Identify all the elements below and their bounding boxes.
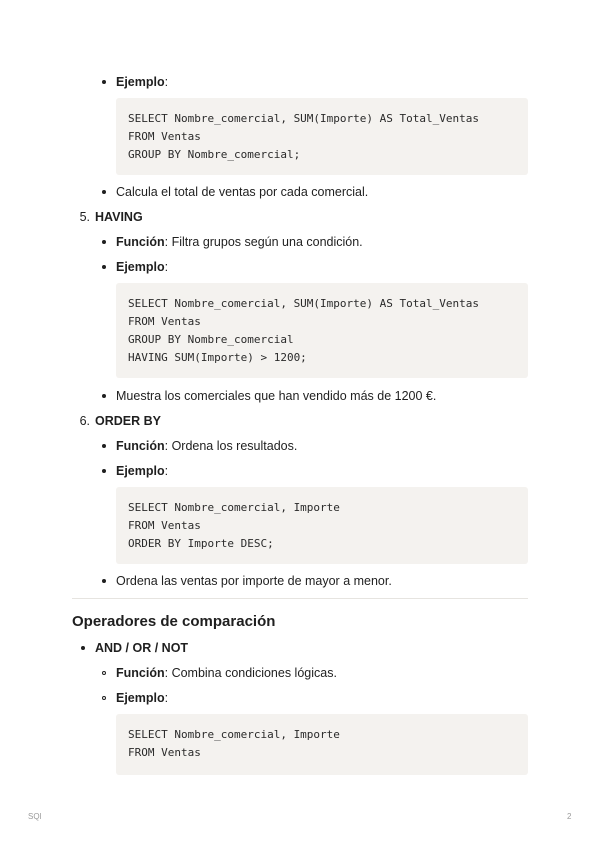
ejemplo-label: Ejemplo	[116, 260, 165, 274]
note-text: Ordena las ventas por importe de mayor a menor.	[116, 574, 392, 588]
divider	[72, 598, 528, 599]
colon: :	[164, 666, 169, 680]
colon: :	[164, 439, 169, 453]
ejemplo-label: Ejemplo	[116, 464, 165, 478]
funcion-item	[116, 234, 363, 250]
colon: :	[164, 235, 169, 249]
colon: :	[164, 691, 169, 705]
bullet-icon	[102, 469, 106, 473]
ejemplo-label: Ejemplo	[116, 691, 165, 705]
colon: :	[164, 260, 169, 274]
bullet-icon	[102, 240, 106, 244]
ejemplo-item	[116, 259, 168, 275]
funcion-label: Función	[116, 666, 165, 680]
funcion-label: Función	[116, 235, 165, 249]
bullet-icon	[102, 80, 106, 84]
code-text: SELECT Nombre_comercial, SUM(Importe) AS Total_Ventas FROM Ventas GROUP BY Nombre_comercial;	[128, 112, 479, 161]
code-text: SELECT Nombre_comercial, Importe FROM Ventas ORDER BY Importe DESC;	[128, 501, 340, 550]
colon: :	[164, 75, 169, 89]
code-block	[116, 487, 528, 564]
colon: :	[164, 464, 169, 478]
funcion-item	[116, 665, 337, 681]
page-number: 2	[567, 812, 572, 821]
funcion-text: Combina condiciones lógicas.	[168, 666, 337, 680]
funcion-item	[116, 438, 297, 454]
orderby-title: ORDER BY	[95, 414, 161, 428]
bullet-icon	[102, 579, 106, 583]
code-text: SELECT Nombre_comercial, SUM(Importe) AS Total_Ventas FROM Ventas GROUP BY Nombre_comercial HAVING SUM(Importe) > 1200;	[128, 297, 479, 364]
code-block	[116, 283, 528, 378]
having-title: HAVING	[95, 210, 143, 224]
ejemplo-item	[116, 463, 168, 479]
footer-left: SQl	[28, 812, 42, 821]
operator-title: AND / OR / NOT	[95, 641, 189, 655]
bullet-icon	[102, 394, 106, 398]
ejemplo-label: Ejemplo	[116, 75, 165, 89]
list-number: 5.	[79, 210, 90, 224]
bullet-icon	[102, 444, 106, 448]
section-heading: Operadores de comparación	[72, 613, 276, 630]
hollow-bullet-icon	[102, 671, 106, 675]
bullet-icon	[81, 646, 85, 650]
funcion-label: Función	[116, 439, 165, 453]
code-text: SELECT Nombre_comercial, Importe FROM Ventas	[128, 728, 340, 759]
ejemplo-item	[116, 74, 168, 90]
code-block	[116, 98, 528, 175]
code-block	[116, 714, 528, 775]
note-text: Muestra los comerciales que han vendido más de 1200 €.	[116, 389, 437, 403]
bullet-icon	[102, 265, 106, 269]
funcion-text: Ordena los resultados.	[168, 439, 298, 453]
hollow-bullet-icon	[102, 696, 106, 700]
note-text: Calcula el total de ventas por cada comercial.	[116, 185, 369, 199]
list-number: 6.	[79, 414, 90, 428]
ejemplo-item	[116, 690, 168, 706]
bullet-icon	[102, 190, 106, 194]
funcion-text: Filtra grupos según una condición.	[168, 235, 363, 249]
